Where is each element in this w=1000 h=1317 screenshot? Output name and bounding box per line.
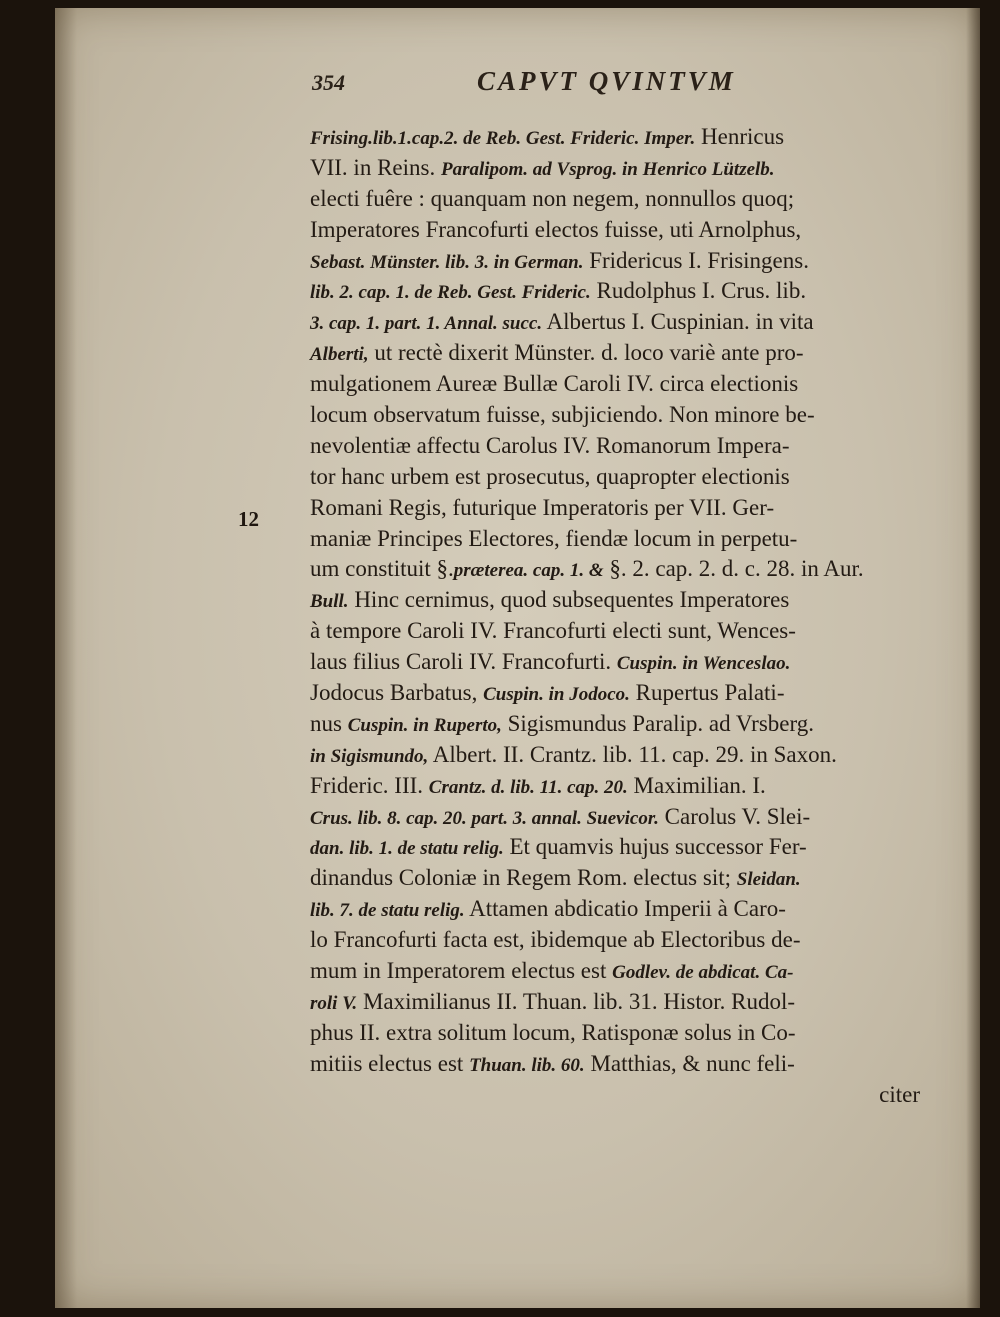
text-line — [310, 122, 920, 153]
text-span: ut rectè dixerit Münster. d. loco variè ante pro- — [368, 340, 804, 366]
citation-italic: præterea. cap. 1. & — [453, 560, 604, 582]
text-line — [310, 802, 920, 833]
text-line — [310, 400, 920, 431]
text-line — [310, 307, 920, 338]
text-line — [310, 678, 920, 709]
citation-italic: Sleidan. — [736, 869, 801, 891]
text-span: nus — [310, 710, 348, 736]
text-span: Henricus — [695, 124, 785, 149]
text-span: Maximilianus II. Thuan. lib. 31. Histor. Rudol- — [357, 988, 796, 1014]
text-span: locum observatum fuisse, subjiciendo. Non minore be- — [310, 402, 815, 428]
text-span: electi fuêre : quanquam non negem, nonnullos quoq; — [310, 185, 795, 211]
text-span: Imperatores Francofurti electos fuisse, uti Arnolphus, — [310, 216, 802, 242]
running-head: CAPVT QVINTVM — [477, 66, 736, 96]
citation-italic: Alberti, — [310, 344, 369, 366]
text-span: tor hanc urbem est prosecutus, quapropter electionis — [310, 463, 790, 489]
text-line — [310, 431, 920, 462]
text-span: nevolentiæ affectu Carolus IV. Romanorum Impera- — [310, 432, 790, 458]
text-span: Jodocus Barbatus, — [310, 680, 484, 706]
citation-italic: in Sigismundo, — [310, 745, 429, 767]
text-line — [310, 987, 920, 1018]
text-line — [310, 554, 920, 585]
text-line — [310, 153, 920, 184]
text-line — [310, 647, 920, 678]
citation-italic: Crantz. d. lib. 11. cap. 20. — [428, 776, 628, 798]
text-line — [310, 771, 920, 802]
text-span: Matthias, & nunc feli- — [584, 1050, 795, 1076]
text-span: Attamen abdicatio Imperii à Caro- — [464, 896, 786, 922]
text-line — [310, 1080, 920, 1111]
text-line — [310, 493, 920, 524]
text-span: à tempore Caroli IV. Francofurti electi sunt, Wences- — [310, 618, 796, 644]
citation-italic: Frising.lib.1.cap.2. de Reb. Gest. Frideric. Imper. — [310, 128, 696, 149]
text-line — [310, 925, 920, 956]
text-span: citer — [879, 1081, 920, 1107]
citation-italic: Crus. lib. 8. cap. 20. part. 3. annal. Suevicor. — [310, 807, 659, 829]
text-span: Et quamvis hujus successor Fer- — [503, 834, 807, 860]
text-line — [310, 956, 920, 987]
citation-italic: 3. cap. 1. part. 1. Annal. succ. — [310, 313, 543, 335]
citation-italic: Thuan. lib. 60. — [469, 1054, 585, 1076]
text-line — [310, 1049, 920, 1080]
text-line — [310, 276, 920, 307]
text-line — [310, 709, 920, 740]
citation-italic: Cuspin. in Jodoco. — [483, 684, 630, 706]
citation-italic: Sebast. Münster. lib. 3. in German. — [310, 251, 584, 273]
text-span: Hinc cernimus, quod subsequentes Imperatores — [348, 587, 790, 613]
text-line — [310, 894, 920, 925]
text-line — [310, 740, 920, 771]
text-line — [310, 832, 920, 863]
citation-italic: lib. 7. de statu relig. — [310, 900, 465, 922]
citation-italic: Cuspin. in Wenceslao. — [616, 653, 791, 675]
text-span: dinandus Coloniæ in Regem Rom. electus sit; — [310, 865, 737, 891]
citation-italic: lib. 2. cap. 1. de Reb. Gest. Frideric. — [310, 282, 591, 304]
citation-italic: Cuspin. in Ruperto, — [347, 714, 502, 736]
text-span: Albert. II. Crantz. lib. 11. cap. 29. in Saxon. — [428, 741, 837, 767]
margin-note: 12 — [238, 507, 259, 531]
text-span: Rupertus Palati- — [629, 680, 785, 706]
text-span: Romani Regis, futurique Imperatoris per VII. Ger- — [310, 494, 775, 520]
binding-gutter — [55, 8, 77, 1308]
text-line — [310, 338, 920, 369]
text-line — [310, 616, 920, 647]
text-span: lo Francofurti facta est, ibidemque ab Electoribus de- — [310, 927, 801, 953]
page-header — [312, 66, 792, 110]
text-span: phus II. extra solitum locum, Ratisponæ solus in Co- — [310, 1019, 796, 1045]
text-span: um constituit §. — [310, 556, 454, 582]
text-line — [310, 215, 920, 246]
text-line — [310, 462, 920, 493]
citation-italic: Paralipom. ad Vsprog. in Henrico Lützelb. — [440, 158, 775, 180]
text-span: Albertus I. Cuspinian. in vita — [542, 309, 814, 335]
text-span: VII. in Reins. — [310, 154, 441, 180]
text-span: Maximilian. I. — [627, 772, 766, 798]
text-span: mum in Imperatorem electus est — [310, 958, 613, 984]
body-text — [310, 122, 920, 1111]
page-number: 354 — [312, 70, 345, 95]
citation-italic: roli V. — [310, 992, 358, 1014]
text-span: Carolus V. Slei- — [658, 803, 811, 829]
text-line — [310, 524, 920, 555]
text-span: Frideric. III. — [310, 772, 429, 798]
citation-italic: dan. lib. 1. de statu relig. — [310, 838, 504, 860]
text-line — [310, 585, 920, 616]
text-span: Rudolphus I. Crus. lib. — [590, 278, 807, 304]
text-span: mitiis electus est — [310, 1050, 470, 1076]
text-span: §. 2. cap. 2. d. c. 28. in Aur. — [603, 556, 864, 582]
citation-italic: Godlev. de abdicat. Ca- — [612, 962, 794, 984]
text-line — [310, 246, 920, 277]
page-edge-shadow — [966, 8, 980, 1308]
text-span: Sigismundus Paralip. ad Vrsberg. — [501, 710, 814, 736]
text-span: mulgationem Aureæ Bullæ Caroli IV. circa electionis — [310, 371, 799, 397]
citation-italic: Bull. — [310, 591, 349, 613]
text-line — [310, 1018, 920, 1049]
text-line — [310, 184, 920, 215]
text-span: Fridericus I. Frisingens. — [583, 247, 809, 273]
text-line — [310, 863, 920, 894]
text-span: laus filius Caroli IV. Francofurti. — [310, 649, 617, 675]
text-span: maniæ Principes Electores, fiendæ locum in perpetu- — [310, 525, 798, 551]
text-line — [310, 369, 920, 400]
